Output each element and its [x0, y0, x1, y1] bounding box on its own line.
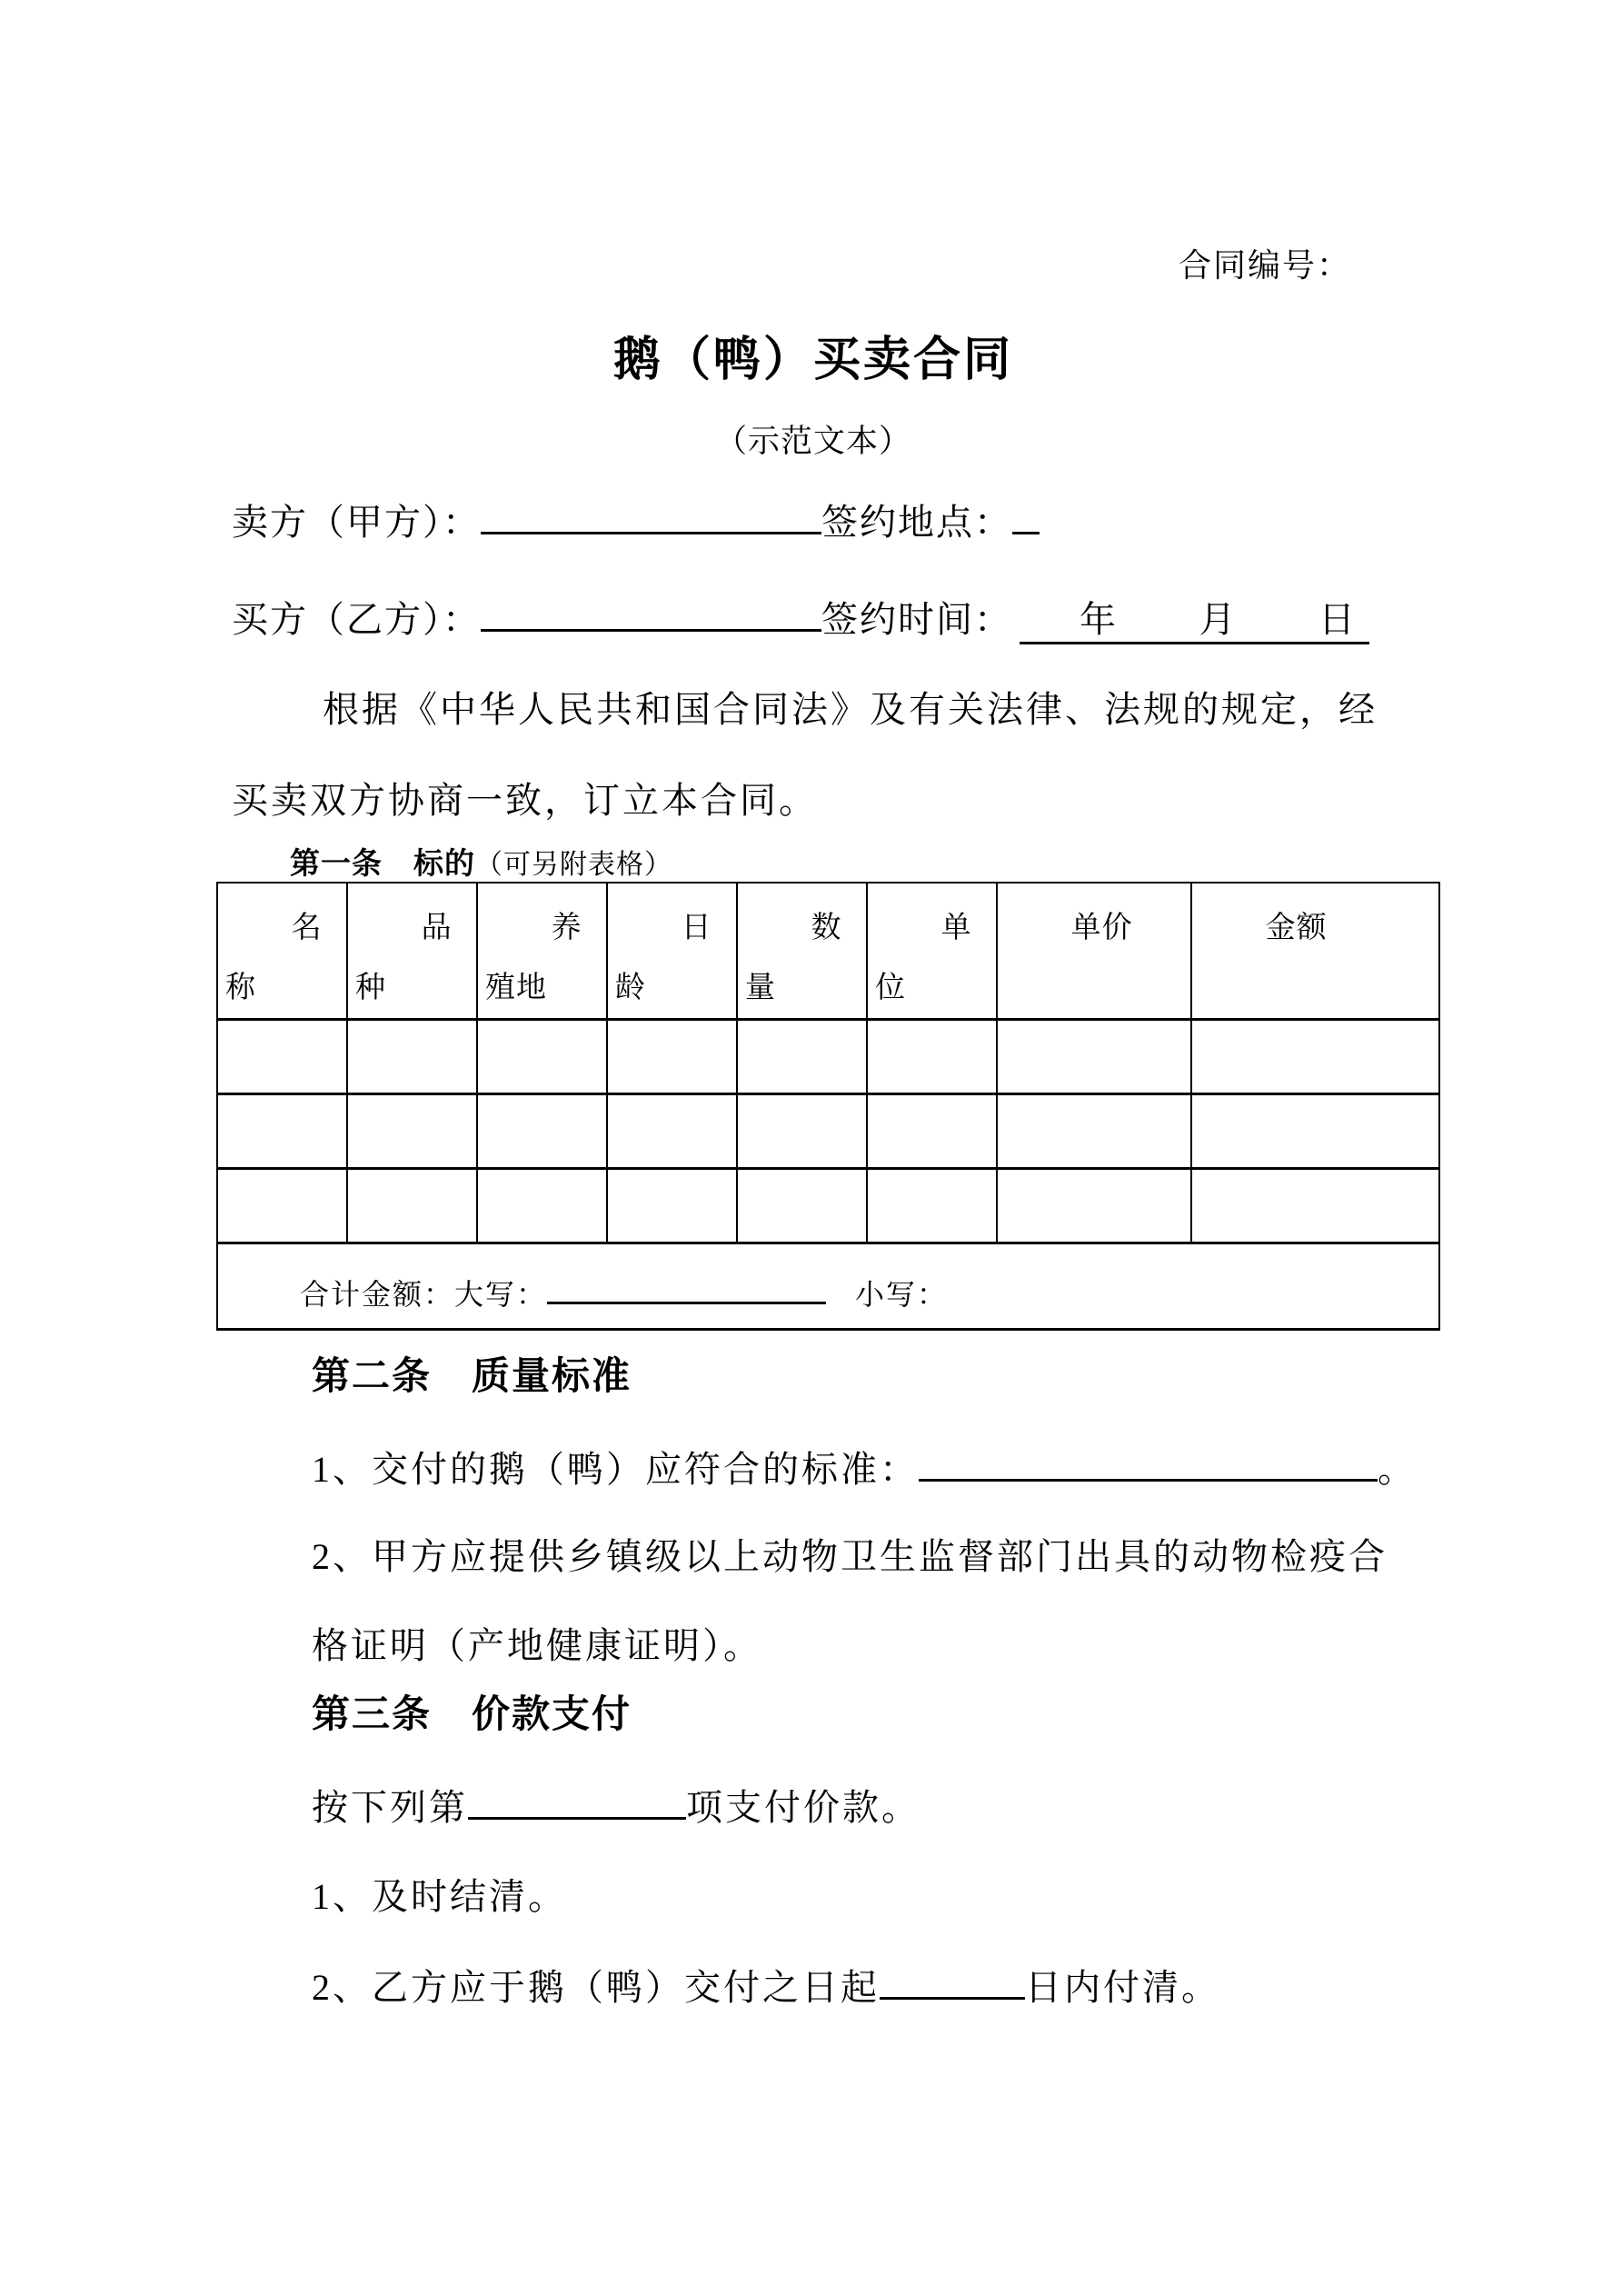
buyer-label: 买方（乙方）：	[232, 599, 481, 640]
table-cell	[217, 1020, 347, 1094]
table-cell	[347, 1169, 477, 1243]
payment-method-line	[312, 1783, 1395, 1829]
days-blank	[880, 1963, 1025, 2000]
header-quantity: 数量	[737, 883, 867, 1020]
header-amount: 金额	[1191, 883, 1439, 1020]
table-cell	[607, 1169, 737, 1243]
day-label: 日	[1318, 599, 1357, 640]
quality-item-1-text: 1、交付的鹅（鸭）应符合的标准：	[312, 1449, 919, 1490]
quality-item-1-period: 。	[1378, 1449, 1417, 1490]
preamble-line-1: 根据《中华人民共和国合同法》及有关法律、法规的规定，经	[323, 689, 1378, 730]
header-age-days: 日龄	[607, 883, 737, 1020]
amount-uppercase-label: 大写：	[454, 1278, 548, 1311]
preamble-line-2: 买卖双方协商一致，订立本合同。	[232, 780, 818, 821]
amount-lowercase-label: 小写：	[855, 1278, 949, 1311]
contract-subtitle: （示范文本）	[714, 424, 911, 459]
table-empty-row	[217, 1169, 1439, 1243]
sign-place-label: 签约地点：	[821, 502, 1012, 543]
article3-heading: 第三条 价款支付	[312, 1694, 632, 1736]
seller-line	[232, 498, 1395, 544]
seller-name-blank	[481, 498, 821, 534]
table-cell	[477, 1169, 607, 1243]
table-cell	[1191, 1020, 1439, 1094]
table-cell	[217, 1094, 347, 1169]
buyer-name-blank	[481, 595, 821, 632]
article1-note: （可另附表格）	[475, 850, 672, 880]
table-cell	[997, 1169, 1191, 1243]
header-name: 名称	[217, 883, 347, 1020]
table-total-row	[217, 1243, 1439, 1330]
table-cell	[347, 1020, 477, 1094]
table-cell	[737, 1094, 867, 1169]
table-cell	[867, 1020, 997, 1094]
table-cell	[867, 1169, 997, 1243]
table-cell	[607, 1020, 737, 1094]
table-cell	[1191, 1169, 1439, 1243]
article1-title: 第一条 标的	[290, 848, 475, 881]
table-empty-row	[217, 1094, 1439, 1169]
table-cell	[347, 1094, 477, 1169]
payment-prefix: 按下列第	[312, 1787, 468, 1828]
subject-table	[216, 882, 1440, 1331]
contract-title: 鹅（鸭）买卖合同	[612, 334, 1013, 386]
table-cell	[217, 1169, 347, 1243]
header-unit-price: 单价	[997, 883, 1191, 1020]
header-unit: 单位	[867, 883, 997, 1020]
payment-item-2-prefix: 2、乙方应于鹅（鸭）交付之日起	[312, 1967, 880, 2008]
month-label: 月	[1199, 599, 1238, 640]
table-header-row	[217, 883, 1439, 1020]
table-cell	[477, 1094, 607, 1169]
header-breed: 品种	[347, 883, 477, 1020]
table-cell	[867, 1094, 997, 1169]
total-cell	[217, 1243, 1439, 1330]
payment-item-2	[312, 1963, 1395, 2009]
article2-heading: 第二条 质量标准	[312, 1356, 632, 1398]
sign-date-blank	[1020, 598, 1369, 644]
quality-item-2-line-1: 2、甲方应提供乡镇级以上动物卫生监督部门出具的动物检疫合	[312, 1536, 1388, 1577]
table-cell	[997, 1020, 1191, 1094]
payment-option-blank	[468, 1783, 686, 1820]
seller-label: 卖方（甲方）：	[232, 502, 481, 543]
table-cell	[737, 1020, 867, 1094]
quality-item-2-line-2: 格证明（产地健康证明）。	[312, 1625, 762, 1666]
payment-item-1: 1、及时结清。	[312, 1876, 567, 1917]
table-empty-row	[217, 1020, 1439, 1094]
sign-time-label: 签约时间：	[821, 599, 1012, 640]
contract-number-label: 合同编号：	[1178, 247, 1351, 284]
sign-place-blank	[1012, 498, 1040, 534]
table-cell	[607, 1094, 737, 1169]
header-farm-place: 养殖地	[477, 883, 607, 1020]
payment-suffix: 项支付价款。	[686, 1787, 920, 1828]
article1-heading	[290, 848, 1395, 882]
amount-uppercase-blank	[547, 1275, 826, 1304]
total-amount-label: 合计金额：	[300, 1278, 455, 1311]
year-label: 年	[1080, 599, 1118, 640]
table-cell	[997, 1094, 1191, 1169]
table-cell	[477, 1020, 607, 1094]
table-cell	[737, 1169, 867, 1243]
standard-blank	[919, 1445, 1378, 1482]
table-cell	[1191, 1094, 1439, 1169]
payment-item-2-suffix: 日内付清。	[1025, 1967, 1220, 2008]
buyer-line	[232, 595, 1395, 644]
quality-item-1	[312, 1445, 1417, 1491]
